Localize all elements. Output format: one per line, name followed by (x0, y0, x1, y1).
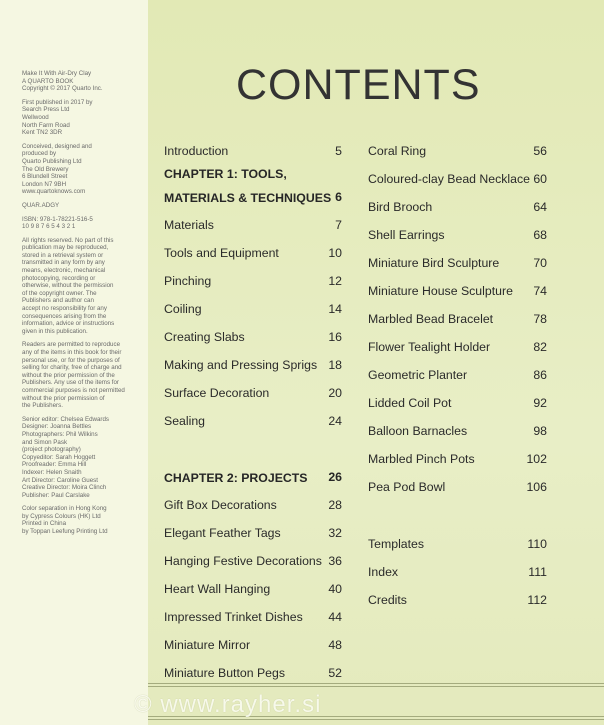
chapter-heading[interactable] (164, 190, 342, 210)
colophon-line: ISBN: 978-1-78221-516-5 (22, 215, 93, 223)
colophon-line: stored in a retrieval system or (22, 251, 104, 259)
toc-entry-label: Tools and Equipment (164, 246, 279, 260)
toc-entry-page: 110 (527, 537, 547, 551)
toc-entry-page: 32 (328, 526, 342, 540)
colophon-line: Publishers. Any use of the items for (22, 379, 119, 387)
toc-entry-label: Shell Earrings (368, 228, 445, 242)
colophon-line: Creative Director: Moira Clinch (22, 484, 107, 492)
colophon-line: Copyeditor: Sarah Hoggett (22, 453, 96, 461)
colophon-line: First published in 2017 by (22, 98, 93, 106)
colophon-group (22, 341, 142, 409)
toc-entry[interactable] (368, 537, 547, 557)
toc-entry-label: Miniature Bird Sculpture (368, 256, 500, 270)
colophon-line: Proofreader: Emma Hill (22, 461, 87, 469)
toc-entry[interactable] (368, 256, 547, 276)
toc-entry-page: 60 (533, 172, 547, 186)
toc-entry-page: 70 (533, 256, 547, 270)
toc-entry[interactable] (164, 386, 342, 406)
toc-entry-label: Lidded Coil Pot (368, 396, 452, 410)
toc-entry[interactable] (368, 396, 547, 416)
toc-entry-label: Gift Box Decorations (164, 498, 277, 512)
colophon (22, 70, 142, 542)
toc-entry[interactable] (368, 312, 547, 332)
colophon-line: publication may be reproduced, (22, 244, 109, 252)
toc-entry-label: Coloured-clay Bead Necklace (368, 172, 530, 186)
colophon-line: commercial purposes is not permitted (22, 386, 125, 394)
toc-entry-page: 18 (328, 358, 342, 372)
colophon-group (22, 70, 142, 93)
toc-entry[interactable] (368, 368, 547, 388)
colophon-line: London N7 9BH (22, 180, 67, 188)
colophon-line: information, advice or instructions (22, 320, 115, 328)
toc-entry-label: Surface Decoration (164, 386, 270, 400)
divider (148, 683, 604, 684)
toc-entry-page: 14 (328, 302, 342, 316)
toc-entry[interactable] (368, 172, 547, 192)
colophon-line: (project photography) (22, 446, 81, 454)
colophon-group (22, 505, 142, 535)
colophon-line: by Toppan Leefung Printing Ltd (22, 528, 108, 536)
toc-entry-page: 92 (533, 396, 547, 410)
toc-entry-label: Coral Ring (368, 144, 427, 158)
toc-entry-label: Impressed Trinket Dishes (164, 610, 303, 624)
colophon-line: without the prior permission of (22, 394, 105, 402)
colophon-line: 10 9 8 7 6 5 4 3 2 1 (22, 223, 76, 231)
toc-entry[interactable] (368, 452, 547, 472)
colophon-group (22, 99, 142, 137)
toc-entry-label: Coiling (164, 302, 202, 316)
toc-entry-page: 56 (533, 144, 547, 158)
colophon-line: Quarto Publishing Ltd (22, 157, 82, 165)
toc-entry-label: Hanging Festive Decorations (164, 554, 322, 568)
toc-entry[interactable] (164, 246, 342, 266)
colophon-line: without the prior permission of the (22, 371, 115, 379)
toc-entry-label: CHAPTER 2: PROJECTS (164, 471, 308, 485)
colophon-line: Art Director: Caroline Guest (22, 476, 98, 484)
chapter-heading[interactable] (164, 470, 342, 490)
colophon-line: www.quartoknows.com (22, 188, 86, 196)
toc-entry[interactable] (164, 638, 342, 658)
toc-entry-label: MATERIALS & TECHNIQUES (164, 191, 332, 205)
colophon-line: Photographers: Phil Wilkins (22, 430, 98, 438)
colophon-line: Designer: Joanna Bettles (22, 423, 92, 431)
colophon-line: Kent TN2 3DR (22, 129, 63, 137)
colophon-line: Conceived, designed and (22, 142, 92, 150)
colophon-line: produced by (22, 150, 57, 158)
toc-entry[interactable] (164, 554, 342, 574)
colophon-line: any of the items in this book for their (22, 349, 122, 356)
toc-entry-label: Materials (164, 218, 214, 232)
toc-entry-label: Marbled Pinch Pots (368, 452, 475, 466)
toc-entry-label: Sealing (164, 414, 206, 428)
toc-entry[interactable] (164, 274, 342, 294)
colophon-line: Make It With Air-Dry Clay (22, 70, 92, 77)
colophon-line: selling for charity, free of charge and (22, 364, 122, 372)
colophon-line: QUAR.ADGY (22, 201, 60, 209)
colophon-line: A QUARTO BOOK (22, 77, 74, 85)
toc-entry[interactable] (164, 498, 342, 518)
toc-entry[interactable] (164, 358, 342, 378)
toc-entry-page: 16 (328, 330, 342, 344)
toc-entry-label: Making and Pressing Sprigs (164, 358, 318, 372)
divider (148, 686, 604, 687)
toc-entry[interactable] (164, 144, 342, 164)
colophon-line: Search Press Ltd (22, 106, 70, 114)
colophon-line: personal use, or for the purposes of (22, 356, 120, 364)
toc-entry-page: 12 (328, 274, 342, 288)
toc-entry[interactable] (368, 480, 547, 500)
toc-entry-label: Templates (368, 537, 425, 551)
toc-entry-page: 7 (335, 218, 342, 232)
toc-entry-label: Pinching (164, 274, 212, 288)
toc-entry-page: 74 (533, 284, 547, 298)
toc-entry[interactable] (164, 302, 342, 322)
toc-entry[interactable] (368, 200, 547, 220)
toc-entry[interactable] (368, 565, 547, 585)
colophon-line: Publishers and author can (22, 297, 94, 305)
toc-entry-page: 26 (328, 470, 342, 484)
colophon-line: transmitted in any form by any (22, 259, 105, 267)
toc-entry-page: 112 (527, 593, 547, 607)
colophon-line: consequences arising from the (22, 312, 107, 320)
watermark: © www.rayher.si (134, 691, 322, 718)
colophon-line: means, electronic, mechanical (22, 267, 106, 275)
colophon-line: photocopying, recording or (22, 274, 96, 282)
toc-entry-page: 10 (328, 246, 342, 260)
toc-entry-label: Bird Brooch (368, 200, 433, 214)
colophon-line: Color separation in Hong Kong (22, 505, 107, 513)
toc-entry-label: Index (368, 565, 399, 579)
toc-entry[interactable] (164, 526, 342, 546)
toc-entry-label: Miniature Mirror (164, 638, 251, 652)
toc-entry-page: 48 (328, 638, 342, 652)
toc-entry-page: 28 (328, 498, 342, 512)
toc-entry-label: Balloon Barnacles (368, 424, 468, 438)
colophon-group (22, 416, 142, 500)
toc-entry[interactable] (164, 582, 342, 602)
colophon-line: otherwise, without the permission (22, 282, 114, 290)
toc-entry-label: Credits (368, 593, 407, 607)
toc-entry-label: Heart Wall Hanging (164, 582, 271, 596)
colophon-line: the Publishers. (22, 402, 63, 410)
toc-entry-page: 78 (533, 312, 547, 326)
toc-entry[interactable] (164, 330, 342, 350)
colophon-line: Senior editor: Chelsea Edwards (22, 415, 110, 423)
toc-entry-label: Marbled Bead Bracelet (368, 312, 494, 326)
toc-entry[interactable] (164, 218, 342, 238)
toc-entry[interactable] (368, 593, 547, 613)
toc-entry-page: 106 (526, 480, 547, 494)
toc-entry[interactable] (368, 284, 547, 304)
toc-entry-page: 36 (328, 554, 342, 568)
colophon-group (22, 216, 142, 231)
chapter-heading[interactable] (164, 166, 342, 186)
colophon-line: accept no responsibility for any (22, 305, 107, 313)
colophon-line: Printed in China (22, 520, 67, 528)
toc-entry-label: Elegant Feather Tags (164, 526, 281, 540)
toc-entry-page: 68 (533, 228, 547, 242)
toc-entry-label: Introduction (164, 144, 229, 158)
colophon-line: Indexer: Helen Snaith (22, 468, 82, 476)
toc-entry-page: 102 (526, 452, 547, 466)
toc-entry[interactable] (368, 228, 547, 248)
colophon-group (22, 202, 142, 210)
toc-entry-label: Creating Slabs (164, 330, 245, 344)
colophon-line: of the copyright owner. The (22, 289, 97, 297)
toc-entry[interactable] (368, 424, 547, 444)
toc-entry[interactable] (368, 144, 547, 164)
colophon-line: by Cypress Colours (HK) Ltd (22, 512, 101, 520)
colophon-group (22, 237, 142, 336)
toc-entry-page: 98 (533, 424, 547, 438)
colophon-line: Copyright © 2017 Quarto Inc. (22, 85, 103, 93)
toc-entry-page: 5 (335, 144, 342, 158)
toc-entry-label: Miniature Button Pegs (164, 666, 285, 680)
colophon-line: Readers are permitted to reproduce (22, 341, 121, 349)
toc-entry-page: 64 (533, 200, 547, 214)
colophon-line: and Simon Pask (22, 438, 68, 446)
toc-entry-page: 52 (328, 666, 342, 680)
toc-entry-label: Geometric Planter (368, 368, 468, 382)
toc-entry-label: CHAPTER 1: TOOLS, (164, 167, 287, 181)
colophon-line: The Old Brewery (22, 165, 69, 173)
toc-entry[interactable] (368, 340, 547, 360)
toc-entry-page: 20 (328, 386, 342, 400)
toc-entry-page: 111 (528, 565, 547, 579)
toc-entry-page: 6 (335, 190, 342, 204)
toc-entry-page: 86 (533, 368, 547, 382)
toc-entry-label: Miniature House Sculpture (368, 284, 513, 298)
divider (148, 719, 604, 720)
colophon-group (22, 143, 142, 196)
colophon-line: Publisher: Paul Carslake (22, 491, 90, 499)
colophon-line: All rights reserved. No part of this (22, 236, 114, 244)
page-title: CONTENTS (236, 61, 481, 109)
colophon-line: 6 Blundell Street (22, 173, 68, 181)
toc-entry-label: Flower Tealight Holder (368, 340, 491, 354)
toc-entry[interactable] (164, 610, 342, 630)
toc-entry-page: 82 (533, 340, 547, 354)
colophon-line: Wellwood (22, 113, 49, 121)
toc-entry-page: 24 (328, 414, 342, 428)
colophon-line: North Farm Road (22, 121, 70, 129)
toc-entry-page: 40 (328, 582, 342, 596)
toc-entry[interactable] (164, 414, 342, 434)
toc-entry-page: 44 (328, 610, 342, 624)
colophon-line: given in this publication. (22, 327, 88, 335)
toc-entry-label: Pea Pod Bowl (368, 480, 446, 494)
